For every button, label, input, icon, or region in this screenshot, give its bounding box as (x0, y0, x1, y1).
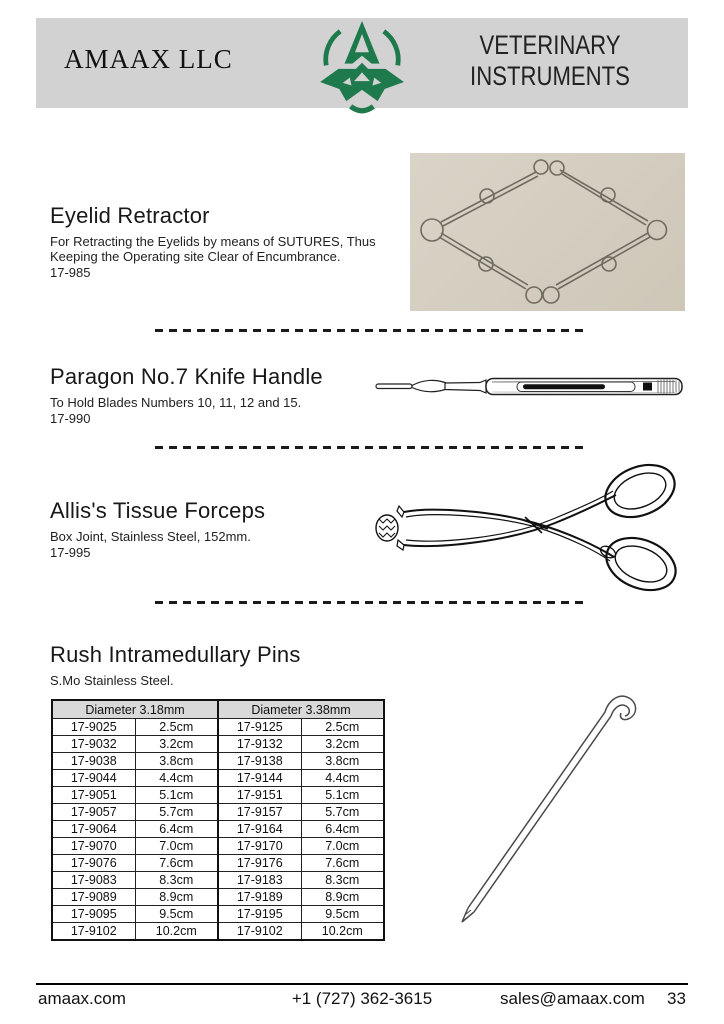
pins-table-cell: 6.4cm (301, 821, 384, 838)
pins-table-cell: 17-9151 (218, 787, 301, 804)
pins-table-header-row (52, 700, 384, 719)
product-title: Rush Intramedullary Pins (50, 642, 301, 667)
pins-table-cell: 3.2cm (301, 736, 384, 753)
eyelid-retractor-wire-image (410, 153, 685, 311)
pins-table-cell: 9.5cm (301, 906, 384, 923)
pins-table-cell: 17-9170 (218, 838, 301, 855)
product-title: Eyelid Retractor (50, 203, 210, 228)
knife-handle-drawing (372, 366, 687, 406)
product-description-line: To Hold Blades Numbers 10, 11, 12 and 15. (50, 395, 302, 410)
pins-table-cell: 4.4cm (135, 770, 218, 787)
pins-table-row (52, 787, 384, 804)
tissue-forceps-drawing (370, 455, 690, 600)
pins-table-cell: 3.2cm (135, 736, 218, 753)
pins-table-cell: 17-9102 (218, 923, 301, 941)
pins-table-cell: 10.2cm (301, 923, 384, 941)
pins-table-cell: 17-9138 (218, 753, 301, 770)
pins-table-cell: 2.5cm (135, 719, 218, 736)
pins-table-row (52, 855, 384, 872)
pins-table-cell: 7.6cm (135, 855, 218, 872)
pins-table-row (52, 753, 384, 770)
pins-table-row (52, 804, 384, 821)
product-title: Paragon No.7 Knife Handle (50, 364, 323, 389)
pins-table-cell: 6.4cm (135, 821, 218, 838)
pins-table-cell: 7.6cm (301, 855, 384, 872)
product-part-number: 17-995 (50, 545, 91, 560)
section-divider (155, 446, 588, 449)
pins-table-cell: 3.8cm (301, 753, 384, 770)
pins-table-cell: 17-9044 (52, 770, 135, 787)
pins-table-cell: 8.9cm (301, 889, 384, 906)
section-tissue-forceps (50, 498, 265, 560)
section-eyelid-retractor (50, 203, 376, 280)
page-title-line2: INSTRUMENTS (470, 61, 630, 91)
pins-table-row (52, 736, 384, 753)
pins-table-row (52, 872, 384, 889)
pins-table-row (52, 923, 384, 941)
pins-table-cell: 17-9070 (52, 838, 135, 855)
product-description-line: Keeping the Operating site Clear of Encumbrance. (50, 249, 341, 264)
pins-table-cell: 17-9038 (52, 753, 135, 770)
page-title-line1: VETERINARY (479, 30, 621, 60)
pins-table-row (52, 719, 384, 736)
pins-table-cell: 17-9102 (52, 923, 135, 941)
footer-email: sales@amaax.com (500, 989, 645, 1008)
pins-table-cell: 8.3cm (301, 872, 384, 889)
pins-table-cell: 2.5cm (301, 719, 384, 736)
pins-table-row (52, 906, 384, 923)
pins-table-cell: 8.3cm (135, 872, 218, 889)
pins-table-row (52, 770, 384, 787)
pins-table-cell: 17-9057 (52, 804, 135, 821)
pins-table-cell: 9.5cm (135, 906, 218, 923)
pins-table-cell: 5.1cm (301, 787, 384, 804)
pins-table-cell: 10.2cm (135, 923, 218, 941)
pins-table-cell: 17-9144 (218, 770, 301, 787)
pins-table-cell: 17-9164 (218, 821, 301, 838)
footer-page-number: 33 (667, 989, 686, 1008)
eyelid-retractor-photo (410, 153, 685, 311)
pins-table-cell: 7.0cm (135, 838, 218, 855)
pins-table-cell: 8.9cm (135, 889, 218, 906)
pins-table-cell: 17-9189 (218, 889, 301, 906)
pins-table-cell: 17-9051 (52, 787, 135, 804)
pins-table-cell: 5.1cm (135, 787, 218, 804)
pins-table-cell: 17-9095 (52, 906, 135, 923)
pins-table-group-header: Diameter 3.38mm (218, 700, 384, 719)
footer-rule (36, 983, 688, 985)
pins-table-row (52, 838, 384, 855)
pins-table-cell: 17-9183 (218, 872, 301, 889)
pins-table-cell: 17-9125 (218, 719, 301, 736)
company-name: AMAAX LLC (64, 44, 233, 74)
section-rush-pins (50, 642, 301, 688)
product-description-line: For Retracting the Eyelids by means of SUTURES, Thus (50, 234, 376, 249)
pins-table-cell: 17-9195 (218, 906, 301, 923)
pins-table-cell: 17-9083 (52, 872, 135, 889)
product-part-number: 17-985 (50, 265, 91, 280)
pins-table-cell: 17-9076 (52, 855, 135, 872)
pins-table-cell: 17-9176 (218, 855, 301, 872)
pins-table-cell: 17-9089 (52, 889, 135, 906)
pins-table-cell: 3.8cm (135, 753, 218, 770)
pins-table-cell: 17-9032 (52, 736, 135, 753)
section-divider (155, 329, 588, 332)
pins-table-cell: 17-9132 (218, 736, 301, 753)
footer-phone: +1 (727) 362-3615 (291, 989, 433, 1008)
page-title (443, 30, 656, 92)
pins-table-row (52, 821, 384, 838)
pins-table-cell: 17-9025 (52, 719, 135, 736)
footer-website: amaax.com (38, 989, 126, 1008)
product-part-number: 17-990 (50, 411, 91, 426)
pins-table-group-header: Diameter 3.18mm (52, 700, 218, 719)
pins-table-cell: 17-9157 (218, 804, 301, 821)
product-title: Allis's Tissue Forceps (50, 498, 266, 523)
pins-table-cell: 5.7cm (135, 804, 218, 821)
pins-table-cell: 17-9064 (52, 821, 135, 838)
amaax-monogram-logo-icon (315, 20, 409, 116)
section-knife-handle (50, 364, 323, 426)
section-divider (155, 601, 588, 604)
pins-table-cell: 7.0cm (301, 838, 384, 855)
pins-table-row (52, 889, 384, 906)
product-description-line: Box Joint, Stainless Steel, 152mm. (50, 529, 251, 544)
pins-table-cell: 4.4cm (301, 770, 384, 787)
pins-table-cell: 5.7cm (301, 804, 384, 821)
pins-size-table (51, 699, 385, 941)
intramedullary-pin-drawing (440, 668, 690, 940)
product-description-line: S.Mo Stainless Steel. (50, 673, 174, 688)
